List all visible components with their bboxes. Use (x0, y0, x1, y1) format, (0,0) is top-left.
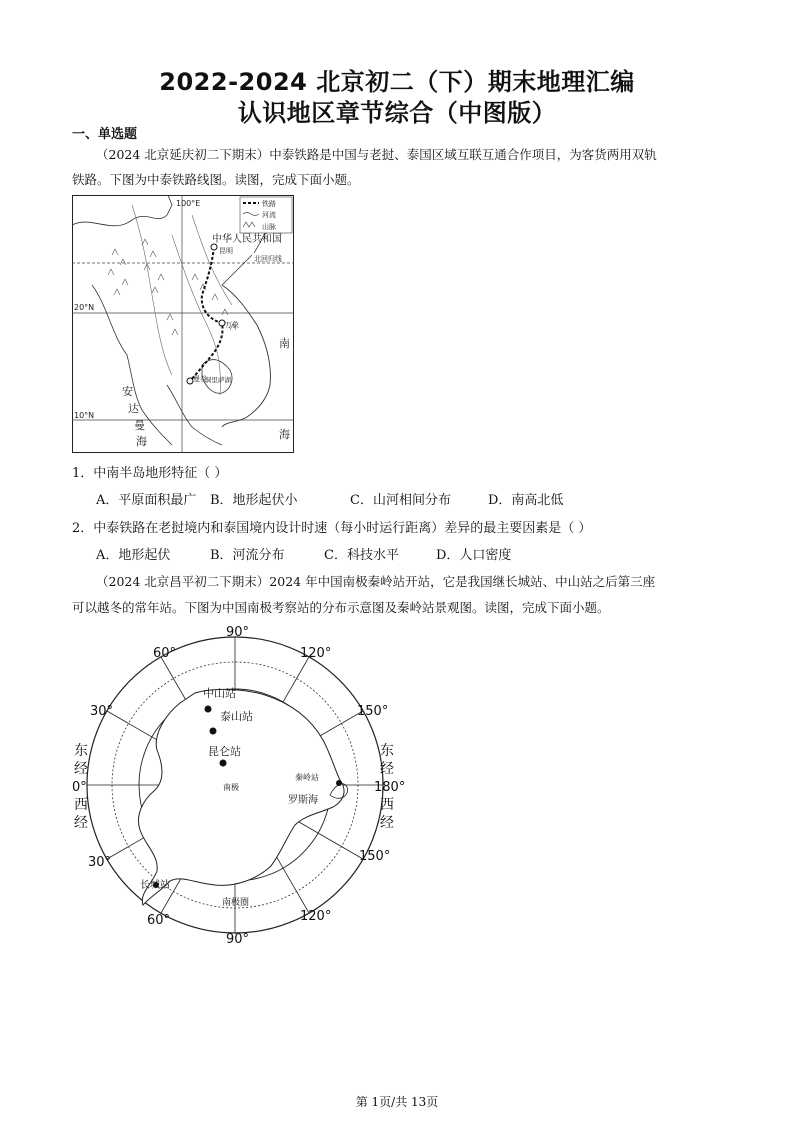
label-east-left: 东 (74, 743, 88, 759)
q2-option-d[interactable]: D．人口密度 (436, 548, 512, 563)
legend-railway: 铁路 (262, 200, 276, 208)
label-30-left: 30° (90, 704, 114, 719)
andaman-3: 曼 (134, 419, 145, 432)
andaman-4: 海 (136, 435, 147, 448)
antarctic-map (60, 620, 410, 950)
label-120-right: 120° (300, 646, 332, 661)
andaman-2: 达 (128, 402, 139, 415)
kunming-label: 昆明 (219, 247, 233, 255)
q1-option-d[interactable]: D．南高北低 (488, 493, 564, 508)
page-footer: 第 1页/共 13页 (355, 1095, 439, 1109)
taishan-dot (210, 728, 217, 735)
lat10-label: 10°N (74, 411, 95, 420)
q2-option-b[interactable]: B．河流分布 (210, 548, 285, 563)
label-top-90: 90° (226, 625, 250, 640)
vientiane-label: 万象 (225, 321, 239, 329)
zhongshan-dot (205, 706, 212, 713)
label-kunlun: 昆仑站 (208, 745, 241, 758)
label-150-right: 150° (357, 704, 389, 719)
q2-option-a[interactable]: A．地形起伏 (96, 548, 171, 563)
legend-mountain: 山脉 (262, 223, 276, 231)
label-circle: 南极圈 (222, 898, 250, 908)
q2-option-c[interactable]: C．科技水平 (324, 548, 399, 563)
legend-river: 河流 (262, 211, 276, 219)
label-zero: 0° (72, 780, 87, 795)
label-east-right: 东 (380, 743, 394, 759)
label-jing-right: 经 (380, 761, 394, 777)
lat20-label: 20°N (74, 303, 95, 312)
lake-label: 洞里萨湖 (205, 376, 231, 384)
bangkok-label: 曼谷 (193, 375, 207, 383)
tropic-label: 北回归线 (254, 255, 282, 263)
label-pole: 南极 (223, 783, 239, 792)
label-jing-left2: 经 (74, 815, 88, 831)
sea-south-2: 海 (279, 428, 290, 441)
label-changcheng: 长城站 (140, 880, 170, 891)
lon-label: 100°E (176, 199, 201, 208)
label-60-left: 60° (153, 646, 177, 661)
label-taishan: 泰山站 (220, 710, 253, 723)
label-bottom-90: 90° (226, 932, 250, 947)
label-jing-right2: 经 (380, 815, 394, 831)
label-west-right: 西 (380, 797, 394, 813)
sea-south-1: 南 (279, 337, 290, 350)
label-180: 180° (374, 780, 406, 795)
label-30-bottom-left: 30° (88, 855, 112, 870)
label-zhongshan: 中山站 (203, 687, 236, 700)
label-60-bottom-left: 60° (147, 913, 171, 928)
label-qinling: 秦岭站 (295, 773, 319, 782)
label-jing-left: 经 (74, 761, 88, 777)
passage1-line1: （2024 北京延庆初二下期末）中泰铁路是中国与老挝、泰国区域互联互通合作项目，为客货两用双轨 (96, 147, 657, 162)
q1-option-c[interactable]: C．山河相间分布 (350, 493, 451, 508)
q1-option-a[interactable]: A．平原面积最广 (96, 493, 197, 508)
passage2-line1: （2024 北京昌平初二下期末）2024 年中国南极秦岭站开站，它是我国继长城站、中山站之后第三座 (96, 574, 656, 589)
page-title-line2: 认识地区章节综合（中图版） (237, 99, 557, 127)
label-west-left: 西 (74, 797, 88, 813)
q1-stem: 1．中南半岛地形特征（ ） (72, 466, 228, 481)
page-title-line1: 2022-2024 北京初二（下）期末地理汇编 (159, 68, 635, 96)
label-120-bottom-right: 120° (300, 909, 332, 924)
andaman-1: 安 (122, 385, 133, 398)
railway-map (72, 195, 294, 453)
label-150-bottom-right: 150° (359, 849, 391, 864)
passage2-line2: 可以越冬的常年站。下图为中国南极考察站的分布示意图及秦岭站景观图。读图，完成下面小题。 (72, 600, 610, 615)
q1-option-b[interactable]: B．地形起伏小 (210, 493, 298, 508)
country-label: 中华人民共和国 (212, 234, 282, 245)
kunlun-dot (220, 760, 227, 767)
section-heading: 一、单选题 (72, 127, 138, 142)
passage1-line2: 铁路。下图为中泰铁路线图。读图，完成下面小题。 (72, 172, 360, 187)
q2-stem: 2．中泰铁路在老挝境内和泰国境内设计时速（每小时运行距离）差异的最主要因素是（ ） (72, 521, 592, 536)
qinling-dot (336, 780, 342, 786)
label-ross: 罗斯海 (288, 795, 318, 806)
